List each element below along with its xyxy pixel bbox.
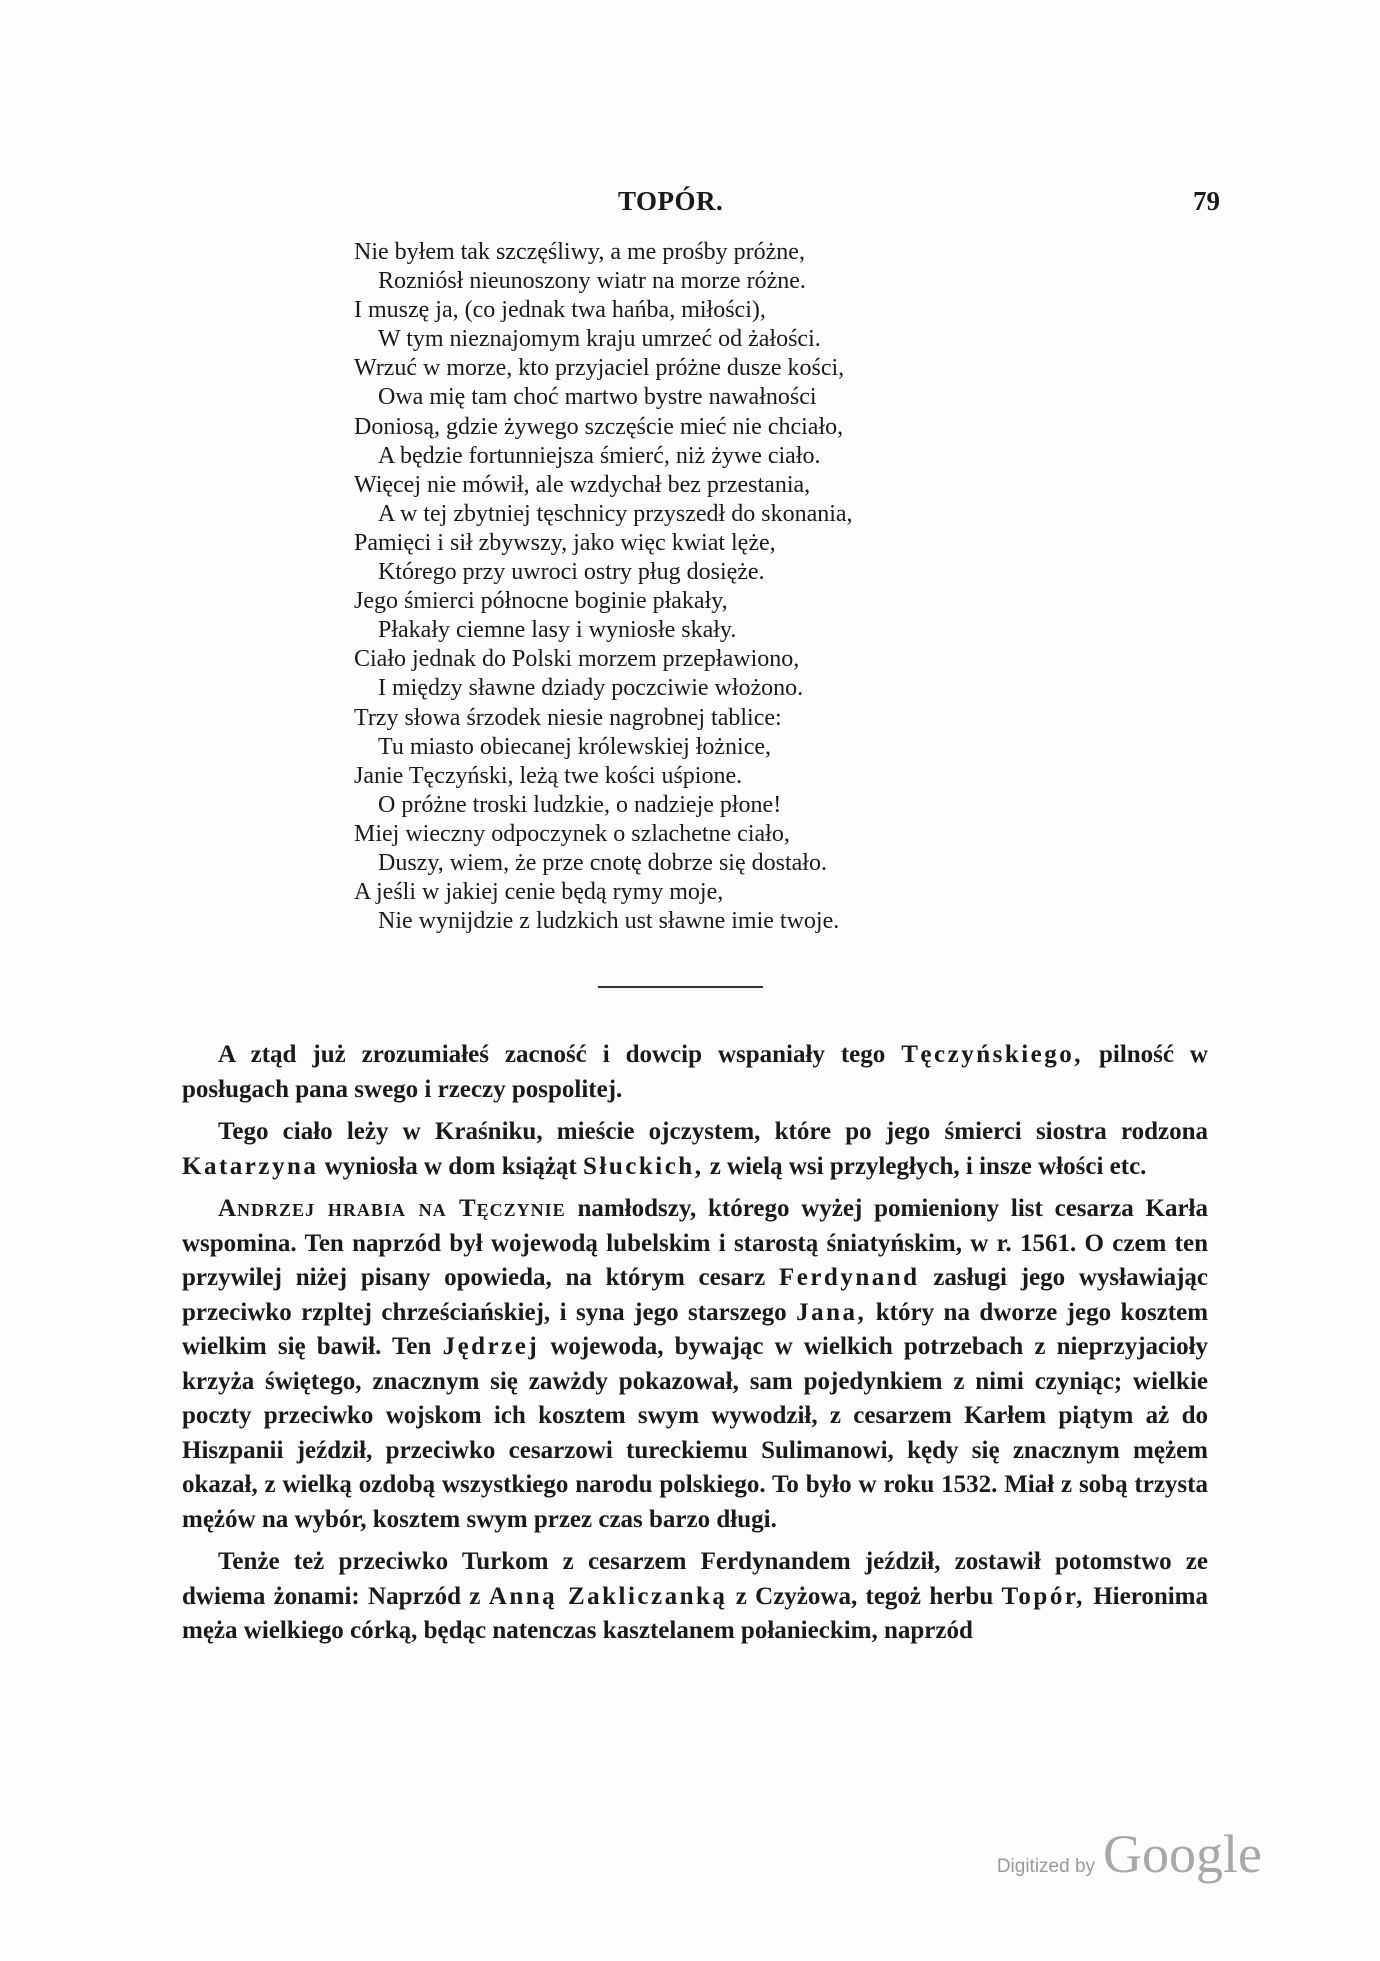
person-name: Ferdynand [778, 1264, 920, 1291]
poem-line: I między sławne dziady poczciwie włożono. [378, 675, 804, 702]
poem-line: Wrzuć w morze, kto przyjaciel próżne dusze kości, [354, 355, 845, 382]
poem-line: Owa mię tam choć martwo bystre nawałności [378, 384, 817, 411]
running-title: TOPÓR. [618, 186, 724, 216]
family-name: Słuckich, [583, 1152, 704, 1180]
section-heading-name: Andrzej hrabia na Tęczynie [218, 1195, 566, 1222]
poem-line: Rozniósł nieunoszony wiatr na morze różne. [378, 268, 806, 295]
text-run: wojewoda, bywając w wielkich potrzebach z nieprzyjacioły krzyża świętego, znacznym się zawżdy pokazował, sam pojedynkiem z nimi czyniąc; wielkie poczty przeciwko wojskom ich kosztem swym wywodził, z cesarzem Karłem piątym aż do Hiszpanii jeździł, przeciwko cesarzowi tureckiemu Sulimanowi, kędy się znacznym mężem okazał, z wielką ozdobą wszystkiego narodu polskiego. To było w roku 1532. Miał z sobą trzysta mężów na wybór, kosztem swym przez czas barzo długi. [182, 1333, 1209, 1533]
poem-line: Trzy słowa śrzodek niesie nagrobnej tablice: [354, 704, 782, 731]
person-name: Anną Zakliczanką [488, 1582, 728, 1610]
poem-line: Którego przy uwroci ostry pług dosięże. [378, 559, 765, 586]
section-divider [598, 986, 763, 988]
person-name: Karła [1145, 1195, 1209, 1222]
text-run: Tenże też przeciwko Turkom z cesarzem Ferdynandem jeździł, zostawił potomstwo ze dwiema żonami: Naprzód z [182, 1548, 1208, 1610]
poem [354, 238, 1014, 936]
poem-line: Płakały ciemne lasy i wyniosłe skały. [378, 617, 737, 644]
person-name: Katarzyna [182, 1152, 319, 1180]
text-run: wspomina. Ten naprzód był wojewodą lubelskim i starostą śniatyńskim, w r. 1561. O czem ten przywilej niżej pisany opowieda, na którym cesarz [182, 1229, 1208, 1291]
text-run: Tego ciało leży w Kraśniku, mieście ojczystem, które po jego śmierci siostra rodzona [218, 1118, 1208, 1145]
text-run: namłodszy, którego wyżej pomieniony list cesarza [577, 1195, 1134, 1222]
poem-line: A jeśli w jakiej cenie będą rymy moje, [354, 879, 724, 906]
page-header [360, 186, 1220, 226]
text-run: A ztąd już zrozumiałeś zacność i dowcip wspaniały tego [218, 1041, 886, 1068]
poem-line: O próżne troski ludzkie, o nadzieje płone! [378, 791, 782, 818]
paragraph [182, 1192, 1208, 1537]
poem-line: Nie wynijdzie z ludzkich ust sławne imie twoje. [378, 908, 840, 935]
person-name: Jędrzej [442, 1333, 540, 1360]
person-name: Jana, [796, 1298, 867, 1326]
page-number: 79 [1193, 186, 1220, 216]
poem-line: Doniosą, gdzie żywego szczęście mieć nie chciało, [354, 413, 844, 440]
poem-line: Więcej nie mówił, ale wzdychał bez przestania, [354, 471, 811, 498]
paragraph [182, 1545, 1208, 1649]
poem-line: Tu miasto obiecanej królewskiej łożnice, [378, 733, 772, 760]
poem-line: Nie byłem tak szczęśliwy, a me prośby próżne, [354, 239, 805, 265]
text-run: z Czyżowa, tegoż herbu [735, 1582, 994, 1610]
paragraph [182, 1115, 1208, 1184]
paragraph [182, 1038, 1208, 1107]
text-run: wyniosła w dom książąt [324, 1152, 577, 1180]
coat-of-arms-name: Topór, [1001, 1582, 1085, 1610]
poem-line: I muszę ja, (co jednak twa hańba, miłości), [354, 297, 766, 324]
text-run: pilność w posługach pana swego i rzeczy pospolitej. [182, 1041, 1208, 1103]
text-run: zasługi jego wysławiając przeciwko rzpltej chrześciańskiej, i syna jego starszego [182, 1264, 1209, 1326]
poem-line: W tym nieznajomym kraju umrzeć od żałości. [378, 326, 821, 353]
poem-line: A w tej zbytniej tęschnicy przyszedł do skonania, [378, 500, 853, 527]
digitized-watermark [997, 1823, 1262, 1885]
poem-line: A będzie fortunniejsza śmierć, niż żywe ciało. [378, 442, 821, 469]
poem-line: Janie Tęczyński, leżą twe kości uśpione. [354, 762, 743, 789]
poem-line: Duszy, wiem, że prze cnotę dobrze się dostało. [378, 849, 827, 876]
prose-body [182, 1038, 1208, 1657]
google-logo: Google [1103, 1824, 1262, 1884]
person-name: Tęczyńskiego, [901, 1041, 1084, 1068]
poem-line: Jego śmierci północne boginie płakały, [354, 588, 728, 615]
text-run: męża wielkiego córką, będąc natenczas kasztelanem połanieckim, naprzód [182, 1617, 973, 1644]
text-run: z wielą wsi przyległych, i insze włości etc. [709, 1152, 1147, 1180]
poem-line: Miej wieczny odpoczynek o szlachetne ciało, [354, 820, 790, 847]
text-run: który na dworze jego kosztem wielkim się bawił. Ten [182, 1298, 1209, 1360]
poem-line: Pamięci i sił zbywszy, jako więc kwiat lęże, [354, 529, 776, 556]
person-name: Hieronima [1093, 1582, 1209, 1610]
watermark-digitized-label: Digitized by [996, 1856, 1096, 1877]
poem-line: Ciało jednak do Polski morzem przepławiono, [354, 646, 800, 673]
